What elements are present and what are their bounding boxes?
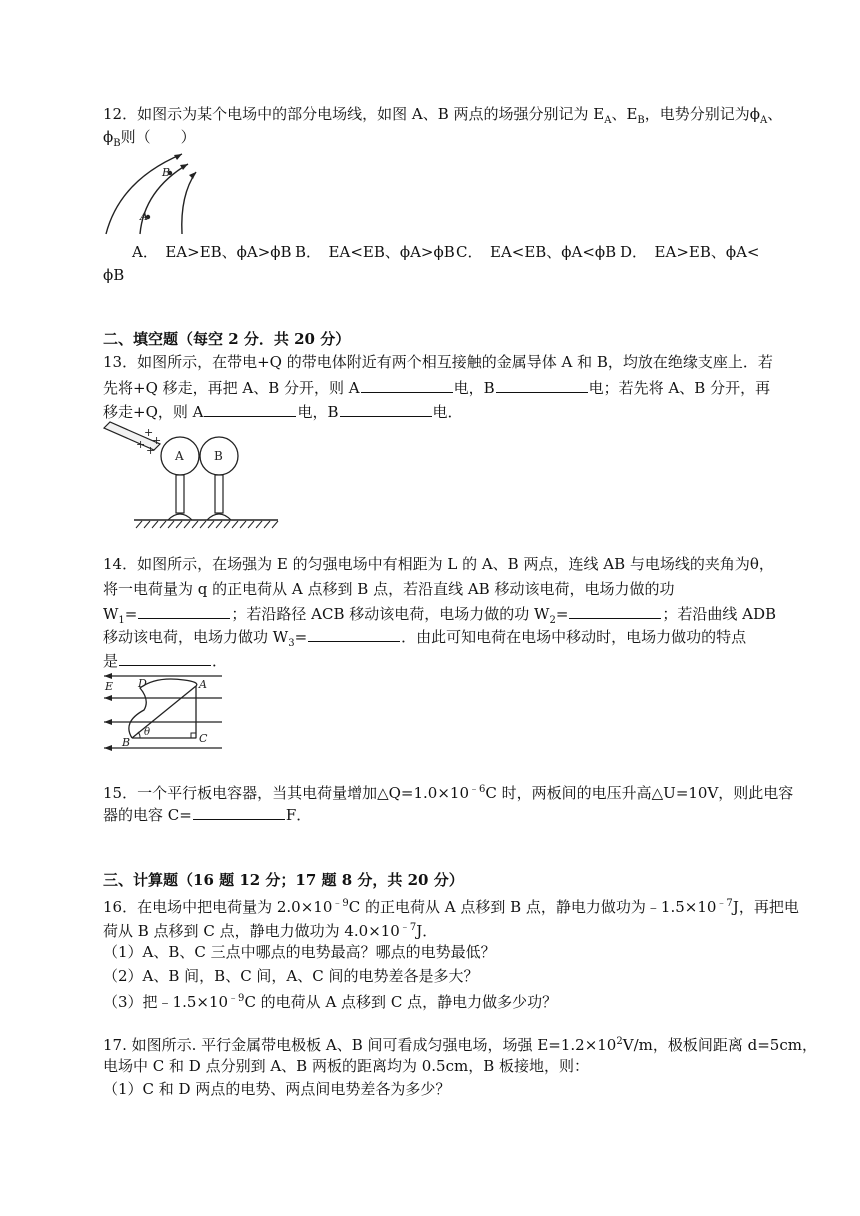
q15-line2: 器的电容 C= F． bbox=[103, 803, 311, 826]
q12-option-d-cont: ϕB bbox=[103, 266, 125, 284]
q14-line5: 是 ． bbox=[103, 649, 227, 672]
section2-title: 二、填空题（每空 2 分．共 20 分） bbox=[103, 330, 351, 348]
q12-option-a[interactable]: A． EA>EB、ϕA>ϕB bbox=[132, 243, 292, 261]
q17-sub1: （1）C 和 D 两点的电势、两点间电势差各为多少？ bbox=[103, 1080, 451, 1098]
q13-line1: 13．如图所示，在带电+Q 的带电体附近有两个相互接触的金属导体 A 和 B，均放在绝缘支座上．若 bbox=[103, 353, 773, 371]
q14-label-b: B bbox=[122, 736, 131, 749]
q16-sub2: （2）A、B 间，B、C 间，A、C 间的电势差各是多大？ bbox=[103, 967, 479, 985]
q16-sub1: （1）A、B、C 三点中哪点的电势最高？哪点的电势最低？ bbox=[103, 943, 496, 961]
q14-field-figure bbox=[100, 670, 225, 756]
q15-line1: 15．一个平行板电容器，当其电荷量增加$\triangle Q=1.0\times 10^{﹣6}C$ 时，两板间的电压升高△U=10V，则此电容 bbox=[103, 784, 794, 802]
q14-label-a: A bbox=[199, 678, 207, 691]
q12-point-b-label: B bbox=[162, 166, 171, 179]
q14-blank-w1[interactable] bbox=[138, 602, 230, 619]
q14-blank-w2[interactable] bbox=[569, 602, 661, 619]
q13-blank-4[interactable] bbox=[340, 400, 432, 417]
q12-option-b[interactable]: B． EA<EB、ϕA>ϕB bbox=[295, 243, 455, 261]
q17-line1: 17. 如图所示. 平行金属带电极板 A、B 间可看成匀强电场，场强 $E=1.2\times 10^2V/m$，极板间距离 d=5cm， bbox=[103, 1036, 817, 1054]
q14-line2: 将一电荷量为 q 的正电荷从 A 点移到 B 点，若沿直线 AB 移动该电荷，电场力做的功 bbox=[103, 580, 675, 598]
q12-stem-line2: $\phi_B$则（ ） bbox=[103, 128, 196, 149]
q14-line1: 14．如图所示，在场强为 E 的匀强电场中有相距为 L 的 A、B 两点，连线 AB 与电场线的夹角为θ， bbox=[103, 555, 774, 573]
q16-sub3: （3）把$﹣1.5\times 10^{﹣9}C$ 的电荷从 A 点移到 C 点，静电力做多少功？ bbox=[103, 993, 558, 1011]
q12-option-d[interactable]: D． EA>EB、ϕA< bbox=[620, 243, 760, 261]
q13-plus-1: + bbox=[144, 426, 154, 439]
q13-plus-2: + bbox=[152, 434, 162, 447]
q14-line3: $W_1=$ ；若沿路径 ACB 移动该电荷，电场力做的功 $W_2=$ ；若沿曲线 ADB bbox=[103, 602, 776, 632]
q13-line3: 移走+Q，则 A 电，B 电． bbox=[103, 400, 463, 423]
q14-label-d: D bbox=[138, 677, 147, 690]
q13-blank-2[interactable] bbox=[496, 376, 588, 393]
q13-conductors-figure bbox=[100, 420, 280, 530]
q13-blank-3[interactable] bbox=[204, 400, 296, 417]
q13-blank-1[interactable] bbox=[361, 376, 453, 393]
q13-plus-3: + bbox=[136, 438, 146, 451]
q15-blank-capacitance[interactable] bbox=[193, 803, 285, 820]
q14-blank-feature[interactable] bbox=[119, 649, 211, 666]
q12-point-a-label: A bbox=[140, 210, 148, 223]
q14-blank-w3[interactable] bbox=[308, 625, 400, 642]
q14-label-c: C bbox=[199, 732, 208, 745]
q12-stem-line1: 12．如图示为某个电场中的部分电场线，如图 A、B 两点的场强分别记为 $E_A$、$E_B$，电势分别记为$\phi_A$、 bbox=[103, 105, 783, 126]
q16-line1: 16．在电场中把电荷量为 $2.0\times 10^{﹣9}C$ 的正电荷从 A 点移到 B 点，静电力做功为$﹣1.5\times 10^{﹣7}J$，再把电 bbox=[103, 898, 799, 916]
q14-label-theta: θ bbox=[144, 727, 151, 738]
q16-line2: 荷从 B 点移到 C 点，静电力做功为 $4.0\times 10^{﹣7}J$． bbox=[103, 922, 438, 940]
q12-field-lines-figure bbox=[100, 150, 210, 236]
q14-line4: 移动该电荷，电场力做功 $W_3=$ ．由此可知电荷在电场中移动时，电场力做功的特点 bbox=[103, 625, 746, 655]
q13-line2: 先将+Q 移走，再把 A、B 分开，则 A 电，B 电；若先将 A、B 分开，再 bbox=[103, 376, 770, 399]
q12-option-c[interactable]: C． EA<EB、ϕA<ϕB bbox=[456, 243, 617, 261]
q17-line2: 电场中 C 和 D 点分别到 A、B 两板的距离均为 0.5cm，B 板接地，则： bbox=[103, 1057, 590, 1075]
q13-sphere-b-label: B bbox=[214, 449, 223, 463]
section3-title: 三、计算题（16 题 12 分；17 题 8 分，共 20 分） bbox=[103, 871, 464, 889]
q13-sphere-a-label: A bbox=[175, 449, 184, 463]
q13-plus-4: + bbox=[146, 444, 156, 457]
q14-label-e: E bbox=[105, 680, 114, 693]
